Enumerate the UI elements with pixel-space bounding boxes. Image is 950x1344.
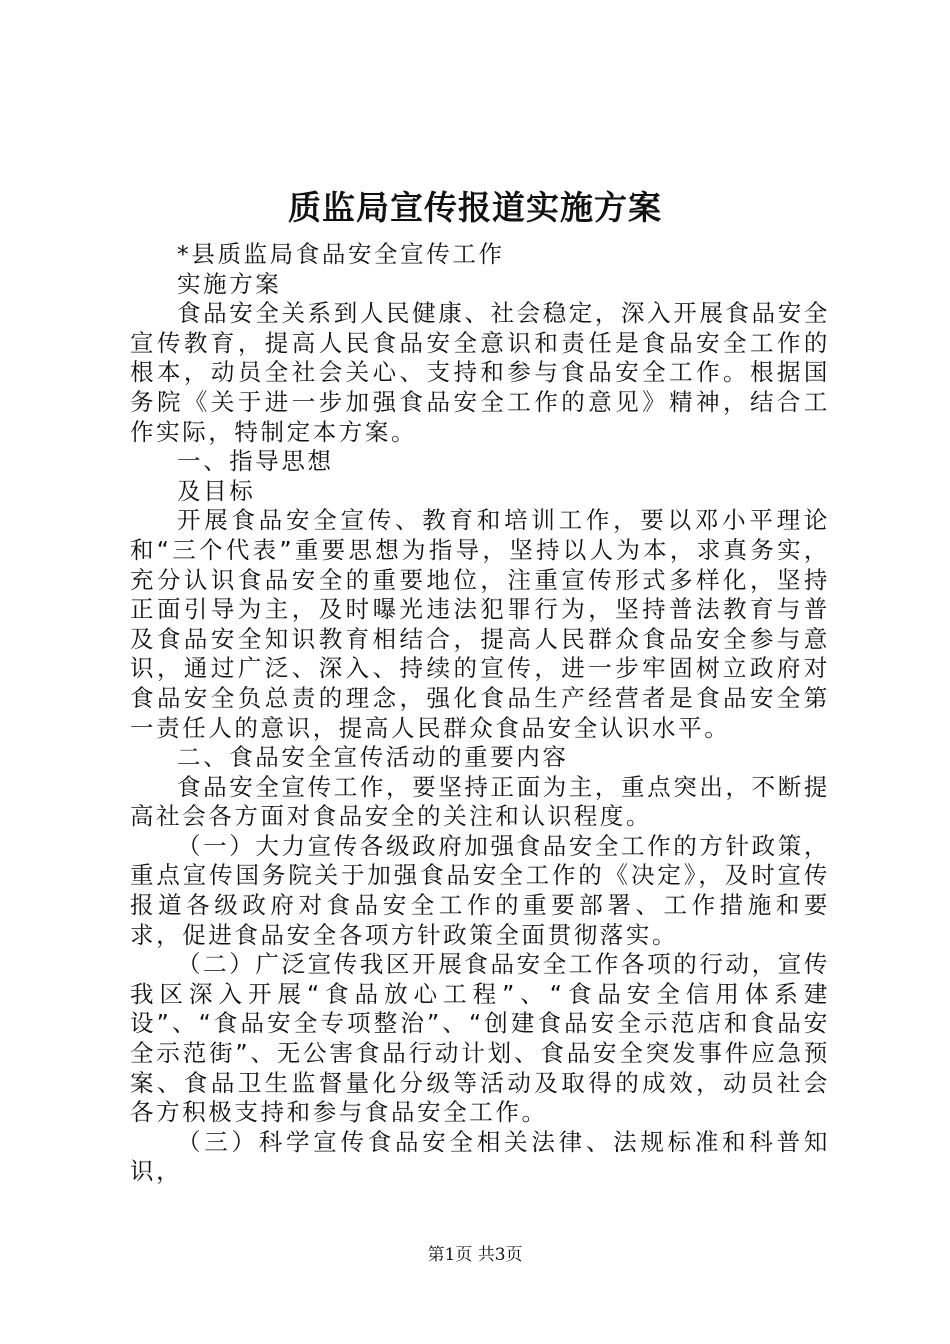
guiding-ideology-paragraph: 开展食品安全宣传、教育和培训工作，要以邓小平理论和“三个代表”重要思想为指导，坚持以人为本，求真务实，充分认识食品安全的重要地位，注重宣传形式多样化，坚持正面引导为主，及时曝光违法犯罪行为，坚持普法教育与普及食品安全知识教育相结合，提高人民群众食品安全参与意识，通过广泛、深入、持续的宣传，进一步牢固树立政府对食品安全负总责的理念，强化食品生产经营者是食品安全第一责任人的意识，提高人民群众食品安全认识水平。 bbox=[130, 506, 830, 742]
document-body bbox=[130, 240, 830, 1187]
section-heading-2: 二、食品安全宣传活动的重要内容 bbox=[177, 743, 569, 772]
item-2-paragraph: （二）广泛宣传我区开展食品安全工作各项的行动，宣传我区深入开展“食品放心工程”、“食品安全信用体系建设”、“食品安全专项整治”、“创建食品安全示范店和食品安全示范街”、无公害食品行动计划、食品安全突发事件应急预案、食品卫生监督量化分级等活动及取得的成效，动员社会各方积极支持和参与食品安全工作。 bbox=[130, 950, 830, 1127]
page-footer bbox=[0, 1243, 950, 1267]
subtitle-line-1: *县质监局食品安全宣传工作 bbox=[177, 240, 505, 268]
subtitle-line-2: 实施方案 bbox=[177, 269, 282, 298]
section-heading-1-continued: 及目标 bbox=[177, 476, 256, 505]
document-title: 质监局宣传报道实施方案 bbox=[288, 188, 662, 227]
section-2-intro-paragraph: 食品安全宣传工作，要坚持正面为主，重点突出，不断提高社会各方面对食品安全的关注和认识程度。 bbox=[130, 772, 830, 831]
page-indicator: 第1页 共3页 bbox=[427, 1245, 523, 1265]
item-1-paragraph: （一）大力宣传各级政府加强食品安全工作的方针政策，重点宣传国务院关于加强食品安全工作的《决定》，及时宣传报道各级政府对食品安全工作的重要部署、工作措施和要求，促进食品安全各项方针政策全面贯彻落实。 bbox=[130, 831, 830, 949]
intro-paragraph: 食品安全关系到人民健康、社会稳定，深入开展食品安全宣传教育，提高人民食品安全意识和责任是食品安全工作的根本，动员全社会关心、支持和参与食品安全工作。根据国务院《关于进一步加强食品安全工作的意见》精神，结合工作实际，特制定本方案。 bbox=[130, 299, 830, 446]
item-3-paragraph: （三）科学宣传食品安全相关法律、法规标准和科普知识， bbox=[130, 1127, 830, 1186]
section-heading-1: 一、指导思想 bbox=[177, 447, 334, 476]
